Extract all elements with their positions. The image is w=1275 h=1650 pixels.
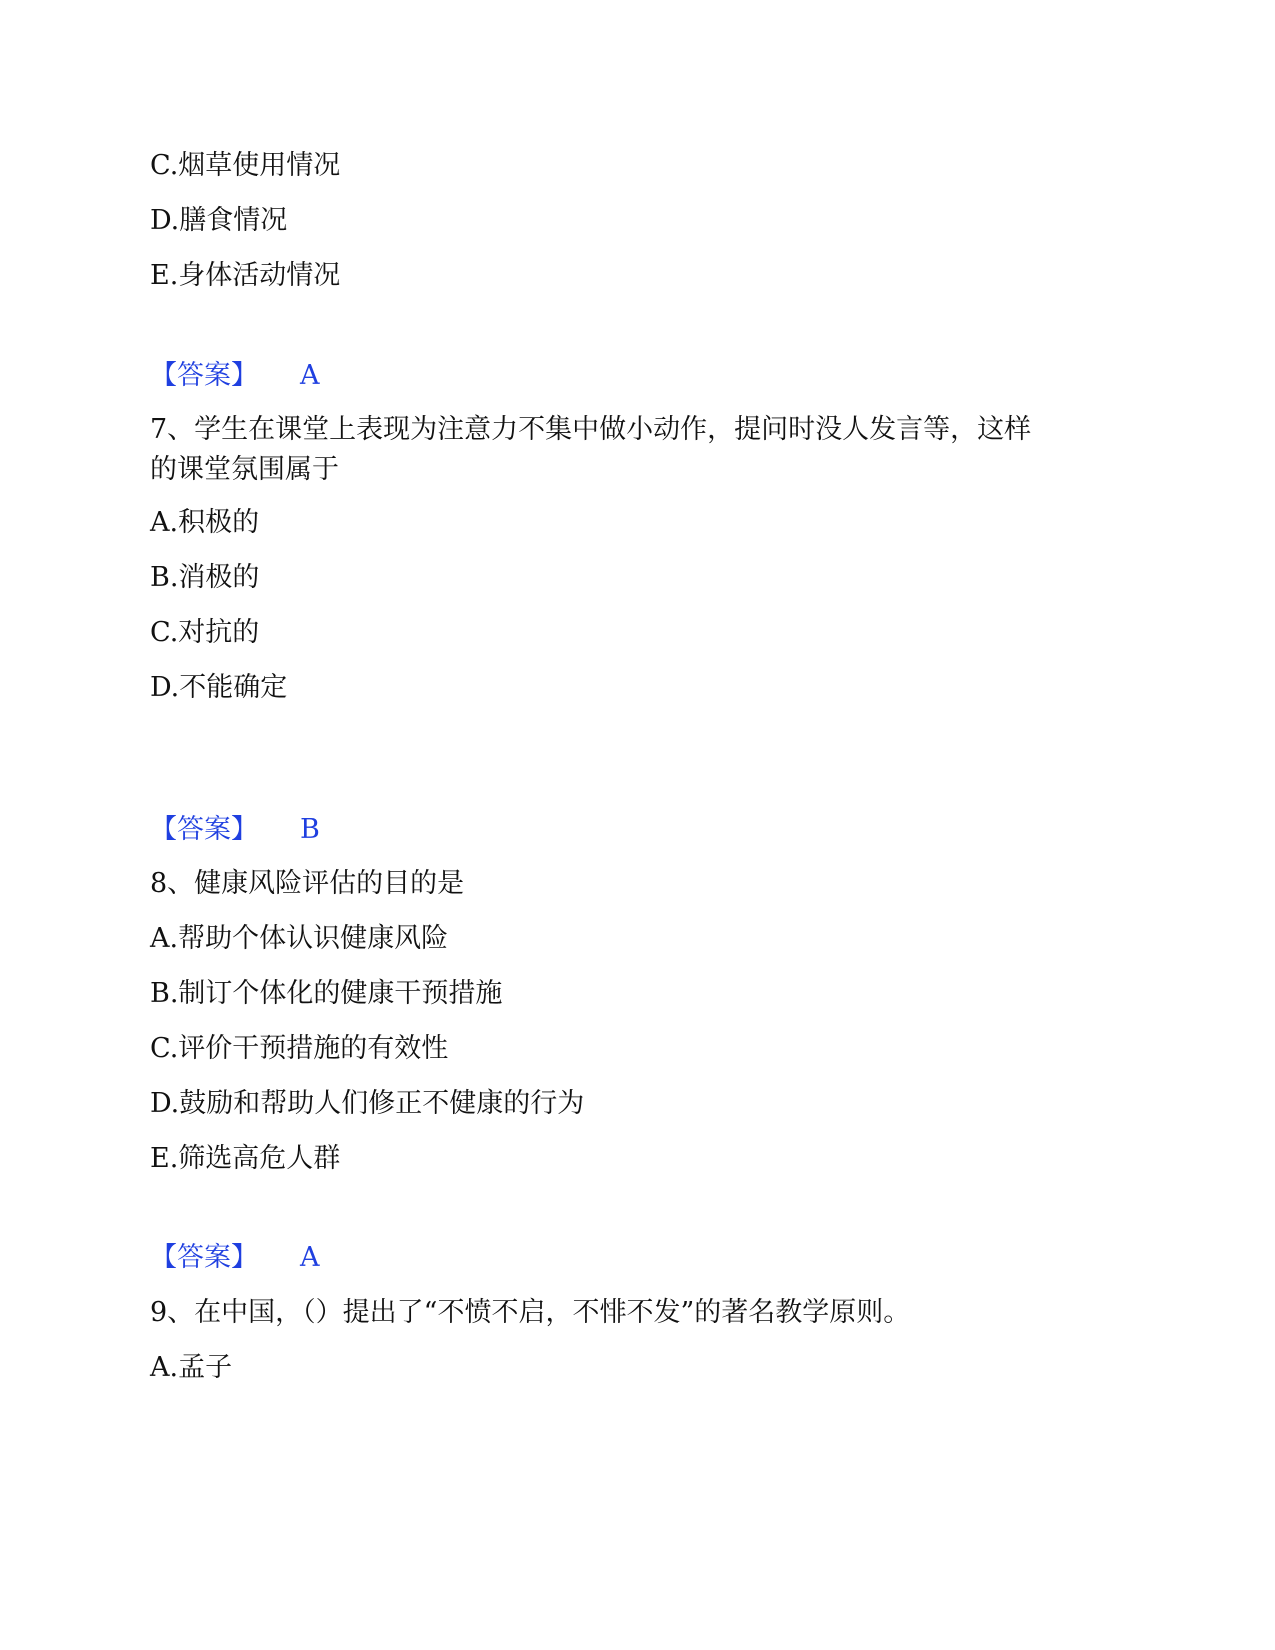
answer-value: A bbox=[300, 360, 320, 391]
answer-line bbox=[150, 812, 320, 848]
option-text: C.烟草使用情况 bbox=[150, 150, 341, 181]
option-text: E.身体活动情况 bbox=[150, 260, 341, 291]
option-text: B.制订个体化的健康干预措施 bbox=[150, 978, 503, 1009]
option-text: B.消极的 bbox=[150, 562, 260, 593]
answer-line bbox=[150, 358, 320, 394]
option-text: A.积极的 bbox=[150, 507, 260, 538]
answer-line bbox=[150, 1240, 320, 1276]
option-text: D.鼓励和帮助人们修正不健康的行为 bbox=[150, 1088, 585, 1119]
option-text: A.帮助个体认识健康风险 bbox=[150, 923, 449, 954]
answer-label: 【答案】 bbox=[150, 814, 258, 845]
option-text: E.筛选高危人群 bbox=[150, 1143, 341, 1174]
answer-value: A bbox=[300, 1242, 320, 1273]
option-text: A.孟子 bbox=[150, 1352, 233, 1383]
option-text: D.膳食情况 bbox=[150, 205, 288, 236]
question-stem: 7、学生在课堂上表现为注意力不集中做小动作，提问时没人发言等，这样 bbox=[150, 414, 1032, 445]
question-stem: 的课堂氛围属于 bbox=[150, 454, 339, 485]
answer-value: B bbox=[300, 814, 320, 845]
option-text: C.评价干预措施的有效性 bbox=[150, 1033, 449, 1064]
question-stem: 8、健康风险评估的目的是 bbox=[150, 868, 465, 899]
answer-label: 【答案】 bbox=[150, 1242, 258, 1273]
option-text: D.不能确定 bbox=[150, 672, 288, 703]
answer-label: 【答案】 bbox=[150, 360, 258, 391]
question-stem: 9、在中国，（）提出了“不愤不启，不悱不发”的著名教学原则。 bbox=[150, 1297, 911, 1328]
option-text: C.对抗的 bbox=[150, 617, 260, 648]
